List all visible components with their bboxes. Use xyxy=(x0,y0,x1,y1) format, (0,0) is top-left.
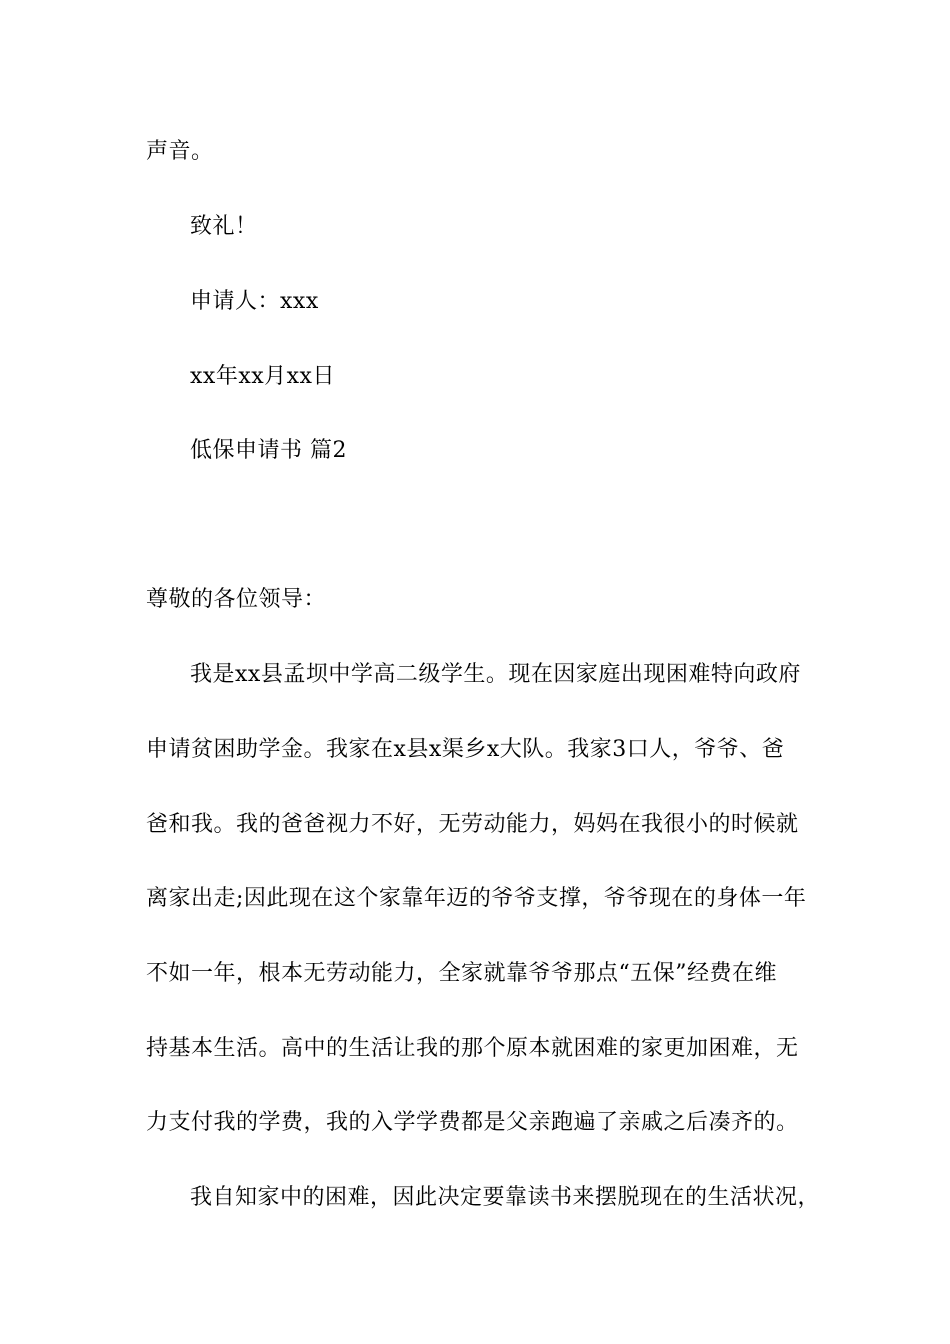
paragraph-line: 力支付我的学费，我的入学学费都是父亲跑遍了亲戚之后凑齐的。 xyxy=(146,1110,799,1135)
paragraph-line: 离家出走;因此现在这个家靠年迈的爷爷支撑，爷爷现在的身体一年 xyxy=(146,886,807,911)
section-heading: 低保申请书 篇2 xyxy=(190,438,347,463)
paragraph-line: 申请贫困助学金。我家在x县x渠乡x大队。我家3口人，爷爷、爸 xyxy=(146,737,785,762)
text-line-greeting: 尊敬的各位领导： xyxy=(146,587,327,612)
text-line-closing-fragment: 声音。 xyxy=(146,139,214,164)
text-line-date: xx年xx月xx日 xyxy=(190,364,335,389)
text-line-applicant: 申请人：xxx xyxy=(190,289,319,314)
paragraph-line: 不如一年，根本无劳动能力，全家就靠爷爷那点“五保”经费在维 xyxy=(146,961,777,986)
paragraph-line: 我是xx县孟坝中学高二级学生。现在因家庭出现困难特向政府 xyxy=(190,662,801,687)
paragraph-line: 爸和我。我的爸爸视力不好，无劳动能力，妈妈在我很小的时候就 xyxy=(146,812,799,837)
paragraph-line: 持基本生活。高中的生活让我的那个原本就困难的家更加困难，无 xyxy=(146,1036,799,1061)
text-line-salutation: 致礼！ xyxy=(190,214,258,239)
paragraph-line: 我自知家中的困难，因此决定要靠读书来摆脱现在的生活状况， xyxy=(190,1185,821,1210)
